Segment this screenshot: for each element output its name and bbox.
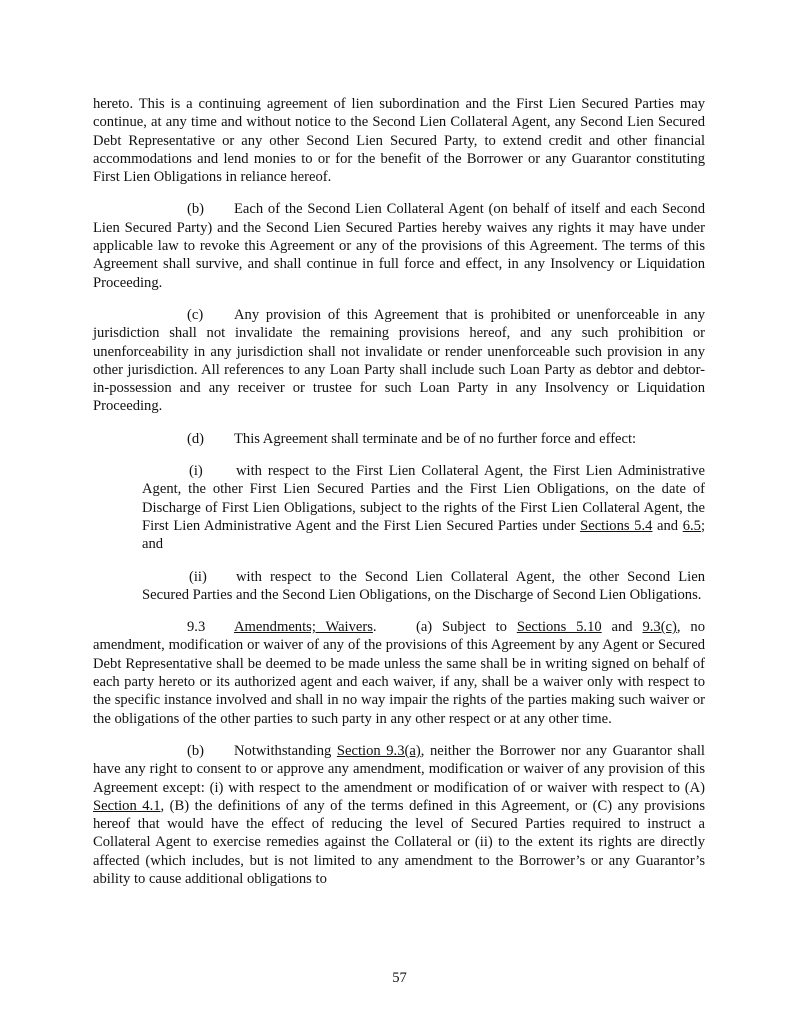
clause-text: This Agreement shall terminate and be of no further force and effect: <box>234 430 637 447</box>
clause-label: (c) <box>187 306 204 323</box>
clause-text: . (a) Subject to <box>372 619 517 636</box>
section-reference: Section 9.3(a) <box>336 742 421 759</box>
clause-text: and <box>601 619 643 636</box>
paragraph-continuation: hereto. This is a continuing agreement of lien subordination and the First Lien Secured Parties may continue, at any time and without notice to the Second Lien Collateral Agent, any Second Lien Secured Debt Representative or any other Second Lien Secured Party, to extend credit and other financial accommodations and lend monies to or for the benefit of the Borrower or any Guarantor constituting First Lien Obligations in reliance hereof. <box>93 96 705 186</box>
paragraph-9-3-b <box>93 742 705 888</box>
clause-text: , (B) the definitions of any of the terms defined in this Agreement, or (C) any provisions hereof that would have the effect of reducing the level of Secured Parties required to instruct a Collateral Agent to exercise remedies against the Collateral or (ii) to the extent its rights are directly affected (which includes, but is not limited to any amendment to the Borrower’s or any Guarantor’s ability to cause additional obligations to <box>93 797 705 887</box>
clause-text: with respect to the First Lien Collateral Agent, the First Lien Administrative Agent, the other First Lien Secured Parties and the First Lien Obligations, on the date of Discharge of First Lien Obligations, subject to the rights of the First Lien Collateral Agent, the First Lien Administrative Agent and the First Lien Secured Parties under <box>142 463 705 534</box>
page-number: 57 <box>392 970 407 986</box>
section-reference: Sections 5.10 <box>516 619 602 636</box>
clause-text: Any provision of this Agreement that is prohibited or unenforceable in any jurisdiction shall not invalidate the remaining provisions hereof, and any such prohibition or unenforceability in any jurisdiction shall not invalidate or render unenforceable such provision in any other jurisdiction. All references to any Loan Party shall include such Loan Party as debtor and debtor-in-possession and any receiver or trustee for such Loan Party in any Insolvency or Liquidation Proceeding. <box>93 306 705 415</box>
section-reference: Section 4.1 <box>93 797 161 814</box>
clause-text: with respect to the Second Lien Collateral Agent, the other Second Lien Secured Parties and the Second Lien Obligations, on the Discharge of Second Lien Obligations. <box>142 568 705 603</box>
paragraph-c <box>93 306 705 416</box>
paragraph-b <box>93 200 705 291</box>
clause-text: Notwithstanding <box>234 742 337 759</box>
clause-text: , neither the Borrower nor any Guarantor shall have any right to consent to or approve any amendment, modification or waiver of any provision of this Agreement except: (i) with respect to the amendment or modification of or waiver with respect to (A) <box>93 742 705 796</box>
subclause-i <box>142 462 705 553</box>
section-reference: Sections 5.4 <box>580 517 653 534</box>
clause-text: , no amendment, modification or waiver of any of the provisions of this Agreement by any Agent or Secured Debt Representative shall be deemed to be made unless the same shall be in writing signed on behalf of each party hereto or its authorized agent and each waiver, if any, shall be a waiver only with respect to the specific instance involved and shall in no way impair the rights of the parties making such waiver or the obligations of the other parties to such party in any other respect or at any other time. <box>93 619 705 727</box>
clause-label: (d) <box>187 430 205 447</box>
subclause-ii <box>142 568 705 605</box>
paragraph-d <box>93 430 705 448</box>
document-page <box>93 95 705 902</box>
section-reference: 9.3(c) <box>642 619 677 636</box>
clause-label: (b) <box>187 742 205 759</box>
clause-label: (ii) <box>189 568 207 585</box>
clause-label: (i) <box>189 463 203 480</box>
clause-text: ; and <box>142 517 705 553</box>
clause-text: Each of the Second Lien Collateral Agent (on behalf of itself and each Second Lien Secured Party) and the Second Lien Secured Parties hereby waives any rights it may have under applicable law to revoke this Agreement or any of the provisions of this Agreement. The terms of this Agreement shall survive, and shall continue in full force and effect, in any Insolvency or Liquidation Proceeding. <box>93 201 705 291</box>
section-9-3 <box>93 618 705 728</box>
section-number: 9.3 <box>187 619 206 636</box>
section-reference: 6.5 <box>682 517 701 534</box>
section-heading: Amendments; Waivers <box>234 619 373 636</box>
clause-text: and <box>652 517 683 534</box>
clause-label: (b) <box>187 201 205 218</box>
